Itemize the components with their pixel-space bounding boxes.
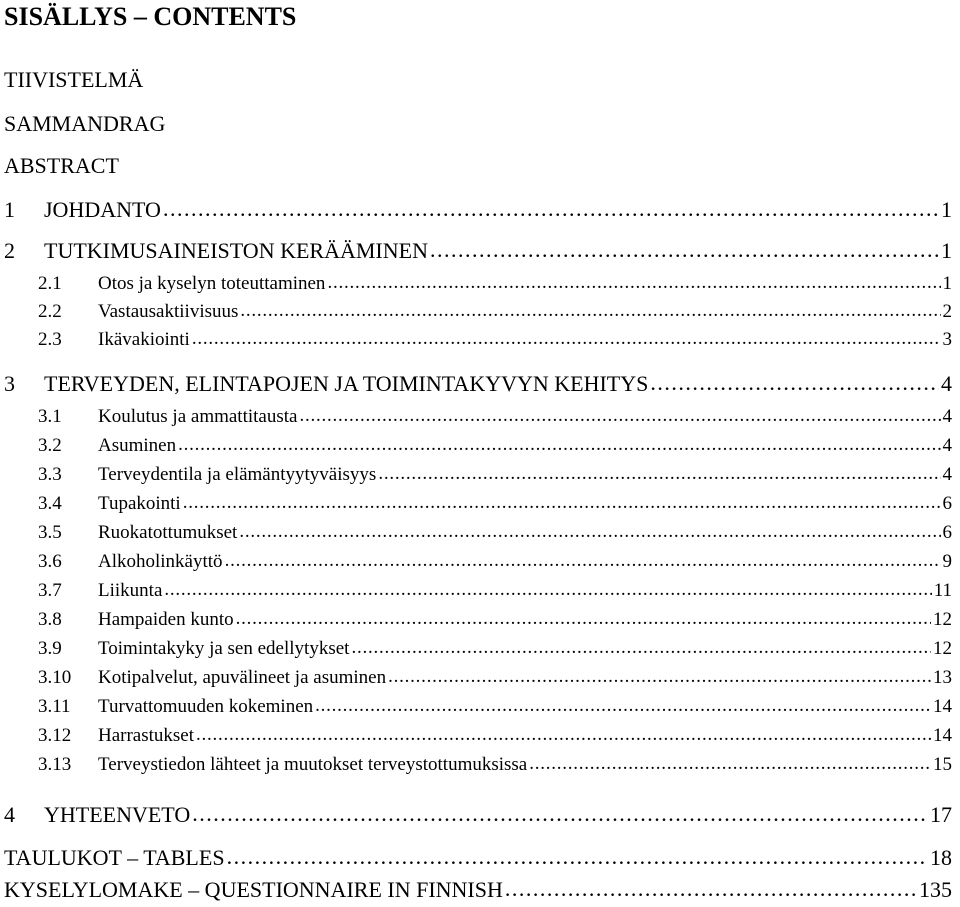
toc-entry[interactable] (38, 724, 952, 748)
toc-entry[interactable] (38, 328, 952, 352)
entry-number: 3.1 (38, 406, 62, 427)
entry-page: 11 (933, 580, 952, 601)
toc-entry[interactable] (38, 492, 952, 516)
entry-page: 15 (933, 754, 952, 775)
entry-number: 3.12 (38, 725, 72, 746)
entry-page: 1 (941, 238, 952, 263)
entry-page: 6 (942, 493, 952, 514)
dot-leader (505, 875, 917, 903)
entry-number: 3.7 (38, 580, 62, 601)
entry-page: 4 (942, 435, 952, 456)
entry-page: 4 (942, 406, 952, 427)
toc-entry[interactable] (38, 666, 952, 690)
dot-leader (529, 752, 931, 776)
toc-entry[interactable] (38, 463, 952, 487)
entry-page: 13 (933, 667, 952, 688)
dot-leader (351, 636, 931, 660)
entry-label: Terveystiedon lähteet ja muutokset terveystottumuksissa (98, 754, 528, 775)
toc-entry[interactable] (38, 695, 952, 719)
entry-label: Hampaiden kunto (98, 609, 234, 630)
entry-number: 3.3 (38, 464, 62, 485)
toc-title: SISÄLLYS – CONTENTS (4, 2, 297, 31)
toc-entry[interactable] (4, 801, 952, 829)
entry-label: TAULUKOT – TABLES (4, 845, 225, 870)
entry-label: TERVEYDEN, ELINTAPOJEN JA TOIMINTAKYVYN KEHITYS (44, 371, 649, 396)
toc-entry[interactable] (38, 550, 952, 574)
entry-label: Kotipalvelut, apuvälineet ja asuminen (98, 667, 387, 688)
entry-label: YHTEENVETO (44, 802, 191, 827)
toc-entry[interactable] (38, 637, 952, 661)
entry-number: 3.10 (38, 667, 72, 688)
entry-label: Toimintakyky ja sen edellytykset (98, 638, 350, 659)
entry-number: 3.11 (38, 696, 71, 717)
entry-label: KYSELYLOMAKE – QUESTIONNAIRE IN FINNISH (4, 877, 503, 902)
dot-leader (196, 723, 931, 747)
dot-leader (430, 236, 939, 264)
toc-entry[interactable] (4, 237, 952, 265)
entry-number: 3 (4, 371, 15, 396)
entry-number: 1 (4, 197, 15, 222)
entry-page: 1 (941, 197, 952, 222)
entry-number: 3.5 (38, 522, 62, 543)
toc-entry[interactable] (38, 272, 952, 296)
dot-leader (192, 327, 941, 351)
entry-label: Liikunta (98, 580, 163, 601)
dot-leader (378, 462, 940, 486)
entry-number: 2.2 (38, 301, 62, 322)
entry-number: 3.13 (38, 754, 72, 775)
entry-label: Koulutus ja ammattitausta (98, 406, 298, 427)
toc-entry[interactable] (38, 608, 952, 632)
dot-leader (178, 433, 940, 457)
entry-label: Alkoholinkäyttö (98, 551, 223, 572)
entry-label: Tupakointi (98, 493, 181, 514)
toc-entry[interactable] (38, 300, 952, 324)
toc-entry[interactable] (4, 370, 952, 398)
entry-label: Vastausaktiivisuus (98, 301, 239, 322)
toc-entry[interactable] (38, 434, 952, 458)
dot-leader (240, 299, 940, 323)
dot-leader (239, 520, 940, 544)
toc-entry[interactable] (38, 405, 952, 429)
entry-number: 4 (4, 802, 15, 827)
toc-entry[interactable] (4, 196, 952, 224)
entry-number: 3.4 (38, 493, 62, 514)
entry-label: Harrastukset (98, 725, 195, 746)
entry-page: 17 (930, 802, 952, 827)
entry-number: 2 (4, 238, 15, 263)
entry-label: JOHDANTO (44, 197, 161, 222)
entry-label: Otos ja kyselyn toteuttaminen (98, 273, 326, 294)
dot-leader (227, 843, 928, 871)
toc-entry[interactable] (38, 521, 952, 545)
entry-page: 1 (942, 273, 952, 294)
dot-leader (164, 578, 931, 602)
entry-number: 2.1 (38, 273, 62, 294)
dot-leader (388, 665, 931, 689)
entry-page: 14 (933, 696, 952, 717)
front-matter-abstract[interactable]: ABSTRACT (4, 153, 119, 178)
dot-leader (163, 195, 939, 223)
front-matter-tiivistelma[interactable]: TIIVISTELMÄ (4, 67, 144, 92)
toc-entry-tables[interactable] (4, 844, 952, 872)
entry-number: 3.9 (38, 638, 62, 659)
entry-number: 3.6 (38, 551, 62, 572)
toc-entry[interactable] (38, 753, 952, 777)
entry-label: Turvattomuuden kokeminen (98, 696, 314, 717)
entry-page: 6 (942, 522, 952, 543)
entry-page: 9 (942, 551, 952, 572)
dot-leader (650, 369, 939, 397)
entry-page: 3 (942, 329, 952, 350)
dot-leader (192, 800, 928, 828)
dot-leader (236, 607, 931, 631)
entry-number: 3.2 (38, 435, 62, 456)
entry-label: Asuminen (98, 435, 177, 456)
front-matter-sammandrag[interactable]: SAMMANDRAG (4, 111, 166, 136)
dot-leader (183, 491, 941, 515)
toc-entry[interactable] (38, 579, 952, 603)
entry-page: 12 (933, 609, 952, 630)
entry-page: 135 (919, 877, 952, 902)
entry-number: 2.3 (38, 329, 62, 350)
entry-page: 4 (941, 371, 952, 396)
entry-page: 14 (933, 725, 952, 746)
entry-page: 18 (930, 845, 952, 870)
entry-label: Ikävakiointi (98, 329, 190, 350)
entry-label: Terveydentila ja elämäntyytyväisyys (98, 464, 377, 485)
entry-label: TUTKIMUSAINEISTON KERÄÄMINEN (44, 238, 428, 263)
dot-leader (299, 404, 940, 428)
dot-leader (225, 549, 941, 573)
entry-number: 3.8 (38, 609, 62, 630)
entry-page: 4 (942, 464, 952, 485)
dot-leader (315, 694, 931, 718)
entry-page: 2 (942, 301, 952, 322)
entry-page: 12 (933, 638, 952, 659)
dot-leader (327, 271, 940, 295)
toc-entry-questionnaire[interactable] (4, 876, 952, 904)
entry-label: Ruokatottumukset (98, 522, 238, 543)
